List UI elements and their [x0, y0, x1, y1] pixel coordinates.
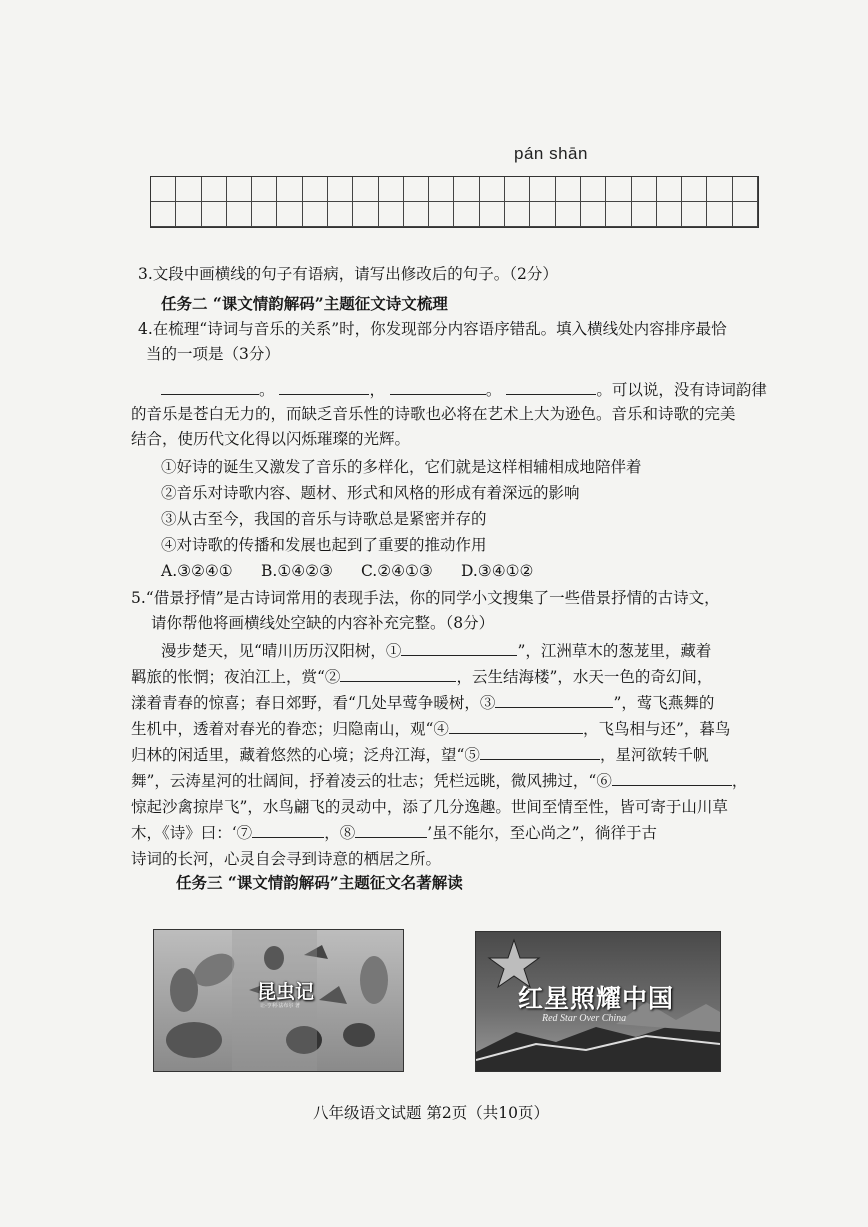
- grid-cell[interactable]: [581, 177, 606, 202]
- answer-choices: [161, 562, 561, 580]
- answer-blank-2[interactable]: [340, 666, 456, 682]
- choice-c[interactable]: C.②④①③: [361, 562, 433, 580]
- text: 舞”，云涛星河的壮阔间，抒着凌云的壮志；凭栏远眺，微风拂过，“⑥: [131, 772, 612, 790]
- text: 归林的闲适里，藏着悠然的心境；泛舟江海，望“⑤: [131, 746, 480, 764]
- choice-a[interactable]: A.③②④①: [161, 562, 233, 580]
- grid-cell[interactable]: [379, 202, 404, 227]
- grid-cell[interactable]: [328, 177, 353, 202]
- grid-cell[interactable]: [682, 202, 707, 227]
- q5-paragraph-line: 诗词的长河，心灵自会寻到诗意的栖居之所。: [131, 850, 442, 868]
- grid-cell[interactable]: [202, 202, 227, 227]
- grid-cell[interactable]: [556, 177, 581, 202]
- answer-blank-8[interactable]: [355, 822, 427, 838]
- grid-cell[interactable]: [505, 202, 530, 227]
- text: 羁旅的怅惘；夜泊江上，赏“②: [131, 668, 341, 686]
- q5-paragraph-line: 惊起沙禽掠岸飞”，水鸟翩飞的灵动中，添了几分逸趣。世间至情至性，皆可寄于山川草: [131, 798, 728, 816]
- q5-paragraph-line: [161, 640, 711, 662]
- grid-cell[interactable]: [707, 202, 732, 227]
- choice-d[interactable]: D.③④①②: [461, 562, 534, 580]
- q5-paragraph-line: [131, 822, 657, 844]
- pinyin-annotation: pán shān: [514, 144, 588, 163]
- book1-subtitle: 让-亨利·法布尔 著: [260, 1003, 300, 1009]
- answer-blank[interactable]: [506, 379, 596, 395]
- task-3-heading: 任务三 “课文情韵解码”主题征文名著解读: [176, 873, 463, 892]
- answer-blank-6[interactable]: [612, 770, 732, 786]
- grid-cell[interactable]: [303, 177, 328, 202]
- grid-cell[interactable]: [429, 202, 454, 227]
- grid-cell[interactable]: [227, 202, 252, 227]
- grid-cell[interactable]: [454, 177, 479, 202]
- question-5-line1: 5.“借景抒情”是古诗词常用的表现手法，你的同学小文搜集了一些借景抒情的古诗文，: [131, 589, 720, 607]
- grid-cell[interactable]: [277, 177, 302, 202]
- book2-subtitle: Red Star Over China: [542, 1013, 627, 1024]
- blank-separator: ，: [369, 381, 385, 399]
- grid-cell[interactable]: [606, 202, 631, 227]
- grid-cell[interactable]: [480, 177, 505, 202]
- option-item: ④对诗歌的传播和发展也起到了重要的推动作用: [161, 536, 487, 554]
- text: 漾着青春的惊喜；春日郊野，看“几处早莺争暖树，③: [131, 694, 496, 712]
- answer-blank[interactable]: [279, 379, 369, 395]
- grid-cell[interactable]: [530, 177, 555, 202]
- answer-blank-7[interactable]: [252, 822, 324, 838]
- blank-separator: 。: [259, 381, 275, 399]
- grid-cell[interactable]: [328, 202, 353, 227]
- text: 木，《诗》曰：‘⑦: [131, 824, 253, 842]
- q5-paragraph-line: [131, 692, 714, 714]
- answer-blank[interactable]: [390, 379, 486, 395]
- grid-cell[interactable]: [404, 177, 429, 202]
- grid-cell[interactable]: [581, 202, 606, 227]
- text: ’虽不能尔，至心尚之”，徜徉于古: [427, 824, 658, 842]
- question-4-line4: 的音乐是苍白无力的，而缺乏音乐性的诗歌也必将在艺术上大为逊色。音乐和诗歌的完美: [131, 405, 736, 423]
- question-3: 3.文段中画横线的句子有语病，请写出修改后的句子。（2分）: [138, 265, 558, 283]
- grid-cell[interactable]: [657, 202, 682, 227]
- option-item: ③从古至今，我国的音乐与诗歌总是紧密并存的: [161, 510, 487, 528]
- answer-blank-1[interactable]: [401, 640, 517, 656]
- grid-cell[interactable]: [176, 177, 201, 202]
- grid-cell[interactable]: [151, 202, 176, 227]
- grid-cell[interactable]: [303, 202, 328, 227]
- grid-cell[interactable]: [682, 177, 707, 202]
- text: ，星河欲转千帆: [599, 746, 709, 764]
- answer-blank-4[interactable]: [449, 718, 583, 734]
- grid-cell[interactable]: [252, 202, 277, 227]
- task-2-heading: 任务二 “课文情韵解码”主题征文诗文梳理: [161, 294, 448, 313]
- answer-blank-3[interactable]: [495, 692, 613, 708]
- option-item: ①好诗的诞生又激发了音乐的多样化，它们就是这样相辅相成地陪伴着: [161, 458, 642, 476]
- question-4-line2: 当的一项是（3分）: [146, 345, 280, 363]
- text: ，: [731, 772, 748, 790]
- grid-cell[interactable]: [606, 177, 631, 202]
- grid-cell[interactable]: [657, 177, 682, 202]
- text: 漫步楚天，见“晴川历历汉阳树，①: [161, 642, 402, 660]
- grid-cell[interactable]: [632, 177, 657, 202]
- blank-separator: 。: [485, 381, 502, 399]
- book2-title: 红星照耀中国: [518, 984, 675, 1013]
- grid-cell[interactable]: [227, 177, 252, 202]
- grid-cell[interactable]: [379, 177, 404, 202]
- question-4-line1: 4.在梳理“诗词与音乐的关系”时，你发现部分内容语序错乱。填入横线处内容排序最恰: [138, 320, 727, 338]
- answer-blank[interactable]: [161, 379, 259, 395]
- option-item: ②音乐对诗歌内容、题材、形式和风格的形成有着深远的影响: [161, 484, 580, 502]
- blank-separator: 。可以说，没有诗词韵律: [596, 381, 767, 399]
- writing-grid[interactable]: [150, 176, 759, 228]
- grid-cell[interactable]: [151, 177, 176, 202]
- text: 生机中，透着对春光的眷恋；归隐南山，观“④: [131, 720, 449, 738]
- grid-cell[interactable]: [353, 202, 378, 227]
- q5-paragraph-line: [131, 666, 712, 688]
- question-5-line2: 请你帮他将画横线处空缺的内容补充完整。（8分）: [151, 614, 495, 632]
- grid-cell[interactable]: [480, 202, 505, 227]
- grid-cell[interactable]: [176, 202, 201, 227]
- text: ”，莺飞燕舞的: [613, 694, 715, 712]
- grid-cell[interactable]: [353, 177, 378, 202]
- q5-paragraph-line: [131, 744, 708, 766]
- text: ，⑧: [324, 824, 356, 842]
- book1-title: 昆虫记: [257, 981, 315, 1003]
- grid-cell[interactable]: [252, 177, 277, 202]
- question-4-blanks: [161, 379, 767, 401]
- grid-cell[interactable]: [707, 177, 732, 202]
- grid-cell[interactable]: [530, 202, 555, 227]
- text: ，飞鸟相与还”，暮鸟: [582, 720, 731, 738]
- grid-cell[interactable]: [404, 202, 429, 227]
- answer-blank-5[interactable]: [480, 744, 600, 760]
- grid-cell[interactable]: [733, 177, 758, 202]
- choice-b[interactable]: B.①④②③: [261, 562, 333, 580]
- question-4-line5: 结合，使历代文化得以闪烁璀璨的光辉。: [131, 430, 411, 448]
- grid-cell[interactable]: [454, 202, 479, 227]
- q5-paragraph-line: [131, 770, 747, 792]
- grid-cell[interactable]: [429, 177, 454, 202]
- grid-cell[interactable]: [202, 177, 227, 202]
- grid-cell[interactable]: [277, 202, 302, 227]
- grid-cell[interactable]: [632, 202, 657, 227]
- grid-cell[interactable]: [733, 202, 758, 227]
- grid-cell[interactable]: [556, 202, 581, 227]
- text: ，云生结海楼”，水天一色的奇幻间，: [456, 668, 713, 686]
- page-footer: 八年级语文试题 第2页（共10页）: [313, 1104, 550, 1122]
- q5-paragraph-line: [131, 718, 730, 740]
- grid-cell[interactable]: [505, 177, 530, 202]
- text: ”，江洲草木的葱茏里，藏着: [517, 642, 712, 660]
